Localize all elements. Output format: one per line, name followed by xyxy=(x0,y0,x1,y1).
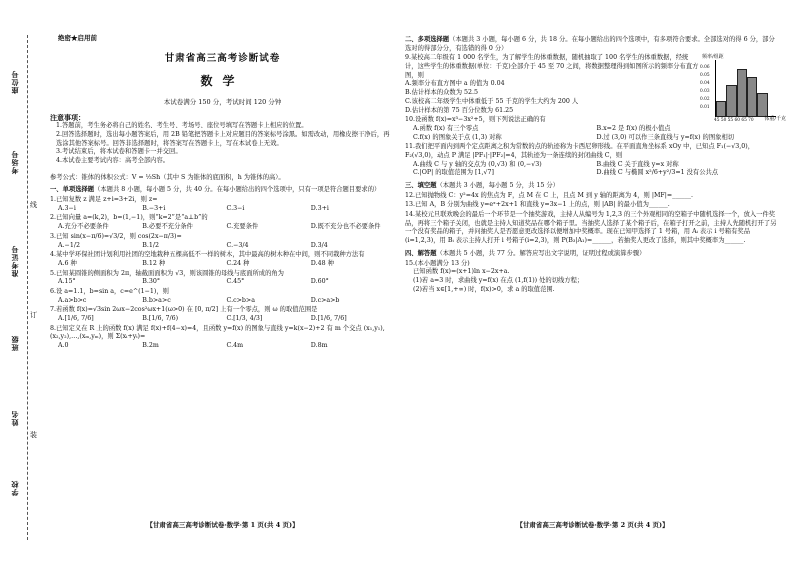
question-14: 14.某校元旦联欢晚会的最后一个环节是一个抽奖游戏，主持人从编号为 1,2,3 的三个外观相同的空箱子中随机选择一个，放入一件奖品，再将三个箱子关闭，也就是主持人知道奖品在哪个箱子里。当抽奖人选择了某个箱子后，在箱子打开之前，主持人先随机打开了另一个没有奖品的箱子，并问抽奖人是否愿意更改选择以便增加中奖概率。现在已知甲选择了 1 号箱，用 Aᵢ 表示 i 号箱有奖品(i=1,2,3)，用 Bᵢ 表示主持人打开 i 号箱子(i=2,3)，则 P(B₃|A₁)=______，若抽奖人更改了选择，则其中奖概率为______. xyxy=(405,211,777,245)
option-b: B.30° xyxy=(142,278,161,286)
option-d: D.过 (3,0) 可以作三条直线与 y=f(x) 的图象相切 xyxy=(596,133,735,141)
exam-page-2 xyxy=(405,30,786,530)
option-d: D.[1/6, 7/6] xyxy=(310,315,347,323)
option-a: A.0 xyxy=(58,342,69,350)
option-a: A.−1/2 xyxy=(58,241,80,249)
binding-mark-line: 线 xyxy=(30,201,37,209)
binding-strip xyxy=(0,0,40,562)
histogram-xlabel: 体重/千克 xyxy=(764,116,786,123)
option-b: B.[1/6, 7/6) xyxy=(142,315,179,323)
notice-item: 2.回答选择题时，选出每小题答案后，用 2B 铅笔把答题卡上对应题目的答案标号涂黑。如需改动，用橡皮擦干净后，再选涂其他答案标号。回答非选择题时，将答案写在答题卡上，写在本试卷上无效。 xyxy=(56,130,390,147)
section-title: 二、多项选择题 xyxy=(405,36,450,43)
option-c: C.3−i xyxy=(226,204,245,212)
question-options xyxy=(50,342,395,351)
question-2 xyxy=(50,214,395,231)
option-d: D.c>a>b xyxy=(310,296,340,304)
question-options xyxy=(50,223,395,232)
question-stem: 10.设函数 f(x)=x³−3x²+5，则下列说法正确的有 xyxy=(405,116,546,124)
exam-info: 本试卷满分 150 分，考试时间 120 分钟 xyxy=(163,97,282,106)
option-b: B.曲线 C 关于直线 y=x 对称 xyxy=(596,160,679,168)
binding-label-room: 考场号 xyxy=(10,150,19,174)
question-part: (2)若当 x∈[1,+∞) 时，f(x)>0，求 a 的取值范围. xyxy=(413,285,555,293)
option-c: C.该校高二年级学生中体重低于 55 千克的学生大约为 200 人 xyxy=(405,97,579,105)
question-stem: 已知函数 f(x)=(x+1)ln x−2x+a. xyxy=(413,268,510,276)
question-options xyxy=(405,125,780,142)
option-c: C.c>b>a xyxy=(226,296,255,304)
question-head: 15.(本小题满分 13 分) xyxy=(405,259,470,267)
histogram-ytick: 0.03 xyxy=(700,89,710,95)
notice-item: 4.本试卷主要考试内容：高考全部内容。 xyxy=(56,157,170,165)
section-free-response xyxy=(405,250,780,259)
option-d: D.既不充分也不必要条件 xyxy=(310,223,381,231)
exam-title: 甘肃省高三高考诊断试卷 xyxy=(164,53,281,64)
option-b: B.12 种 xyxy=(142,259,166,267)
section-desc: （本题共 5 小题，共 77 分。解答应写出文字说明，证明过程或演算步骤） xyxy=(436,249,646,257)
binding-label-school: 学校 xyxy=(10,480,19,496)
option-d: D.3+i xyxy=(310,204,329,212)
question-stem: 4.某中学环保社团计划利用社团的空地栽种五棵高低不一样的树木，其中最高的树木种在中间，则不同栽种方法有 xyxy=(50,251,365,259)
option-c: C.45° xyxy=(226,278,245,286)
confidential-label: 绝密★启用前 xyxy=(58,34,97,42)
notice-title: 注意事项： xyxy=(50,112,85,122)
option-c: C.−3/4 xyxy=(226,241,249,249)
option-a: A.a>b>c xyxy=(58,296,87,304)
section-desc: （本题共 8 小题，每小题 5 分，共 40 分。在每小题给出的四个选项中，只有一项是符合题目要求的） xyxy=(94,186,381,194)
option-d: D.3/4 xyxy=(310,241,328,249)
option-a: A.3−i xyxy=(58,204,76,212)
option-a: A.曲线 C 与 y 轴的交点为 (0,√3) 和 (0,−√3) xyxy=(413,160,542,168)
binding-mark-order: 订 xyxy=(30,311,37,319)
section-desc: （本题共 3 小题，每小题 5 分，共 15 分） xyxy=(436,182,559,189)
question-3 xyxy=(50,233,395,250)
question-options xyxy=(405,161,780,178)
question-options xyxy=(50,242,395,251)
histogram-bar-60-65 xyxy=(747,77,757,117)
option-b: B.x=2 是 f(x) 的极小值点 xyxy=(596,124,671,132)
weight-histogram xyxy=(700,54,786,126)
option-b: B.1/2 xyxy=(142,241,160,249)
page-footer: 【甘肃省高三高考诊断试卷·数学·第 1 页(共 4 页)】 xyxy=(146,521,299,530)
histogram-bar-45-50 xyxy=(716,101,726,117)
page-footer: 【甘肃省高三高考诊断试卷·数学·第 2 页(共 4 页)】 xyxy=(516,521,669,530)
question-7 xyxy=(50,306,395,323)
question-1 xyxy=(50,196,395,213)
question-stem: 6.设 a=1.1，b=sin a，c=e^(1−1)，则 xyxy=(50,287,169,295)
histogram-ytick: 0.01 xyxy=(700,105,710,111)
question-8 xyxy=(50,325,395,351)
option-d: D.48 种 xyxy=(310,259,334,267)
option-b: B.−3+i xyxy=(142,204,166,212)
question-11 xyxy=(405,143,780,178)
question-stem: 3.已知 sin(x−π/6)=√3/2，则 cos(2x−π/3)= xyxy=(50,232,182,240)
option-a: A.[1/6, 7/6] xyxy=(58,315,94,323)
question-stem: 8.已知定义在 R 上的函数 f(x) 满足 f(x)+f(4−x)=4，且函数 y=f(x) 的图象与直线 y=k(x−2)+2 有 m 个交点 (x₁,y₁),(x₂,y₂),…,(xₘ,yₘ)，则 Σ(xᵢ+yᵢ)= xyxy=(50,324,385,341)
option-b: B.b>a>c xyxy=(142,296,171,304)
section-title: 一、单项选择题 xyxy=(50,186,95,194)
section-desc: （本题共 3 小题，每小题 6 分，共 18 分。在每小题给出的四个选项中，有多项符合要求。全部选对的得 6 分，部分选对的得部分分，有选错的得 0 分） xyxy=(405,36,775,52)
option-d: D.估计样本的第 75 百分位数为 61.25 xyxy=(405,106,514,114)
option-a: A.充分不必要条件 xyxy=(58,223,109,231)
option-d: D.8m xyxy=(310,342,328,350)
question-stem: 2.已知向量 a=(k,2)，b=(1,−1)，则“k=2”是“a⊥b”的 xyxy=(50,214,208,222)
question-options xyxy=(50,278,395,287)
section-fill-blank xyxy=(405,182,780,191)
question-13: 13.已知 A，B 分别为曲线 y=eˣ+2x+1 和直线 y=3x−1 上的点，则 |AB| 的最小值为______. xyxy=(405,201,670,209)
binding-dashed-line xyxy=(27,35,28,540)
option-d: D.曲线 C 与椭圆 x²/6+y²/3=1 没有公共点 xyxy=(596,169,719,177)
option-a: A.15° xyxy=(58,278,76,286)
question-options xyxy=(50,205,395,214)
notice-item: 1.答题前，考生务必将自己的姓名、考生号、考场号、座位号填写在答题卡上相应的位置。 xyxy=(56,122,308,130)
question-options xyxy=(50,297,395,306)
option-c: C.|OP| 的取值范围为 [1,√7] xyxy=(413,169,494,177)
question-stem: 9.某校高二年级有 1 000 名学生，为了解学生的体重数据，随机抽取了 100 名学生的体重数据，经统计，这些学生的体重数据(单位：千克)全部介于 45 至 70 之间，将数据整理得到如图所示的频率分布直方图，则 xyxy=(405,54,699,79)
question-12: 12.已知抛物线 C：y²=4x 的焦点为 F，点 M 在 C 上，且点 M 到 y 轴的距离为 4，则 |MF|=______. xyxy=(405,191,694,199)
question-15 xyxy=(405,260,780,295)
question-5 xyxy=(50,270,395,287)
binding-label-name: 姓名 xyxy=(10,410,19,426)
section-multi-choice xyxy=(405,36,780,53)
histogram-ytick: 0.02 xyxy=(700,97,710,103)
option-c: C.[1/3, 4/3] xyxy=(226,315,263,323)
reference-formula: 参考公式：锥体的体积公式：V = ⅓Sh（其中 S 为锥体的底面积，h 为锥体的高）。 xyxy=(50,173,285,181)
question-options xyxy=(50,315,395,324)
question-4 xyxy=(50,251,395,268)
binding-mark-pack: 装 xyxy=(30,431,37,439)
binding-label-seat: 座位号 xyxy=(10,70,19,94)
histogram-ylabel: 频率/组距 xyxy=(702,54,724,60)
section-single-choice xyxy=(50,186,395,195)
option-b: B.2m xyxy=(142,342,159,350)
question-options xyxy=(50,260,395,269)
option-b: B.估计样本的众数为 52.5 xyxy=(405,89,479,97)
section-title: 三、填空题 xyxy=(405,182,437,189)
option-c: C.4m xyxy=(226,342,244,350)
question-stem: 1.已知复数 z 满足 z+i=3+2i，则 z= xyxy=(50,196,158,204)
option-c: C.24 种 xyxy=(226,259,250,267)
question-stem: 11.我们把平面内到两个定点距离之积为常数的点的轨迹称为卡西尼卵形线。在平面直角坐标系 xOy 中，已知点 F₁(−√3,0)，F₂(√3,0)，动点 P 满足 |PF₁|·|PF₂|=4，其轨迹为一条连续的封闭曲线 C，则 xyxy=(405,143,755,159)
option-a: A.6 种 xyxy=(58,259,77,267)
binding-label-class: 班级 xyxy=(10,335,19,351)
binding-label-ticket: 准考证号 xyxy=(10,245,19,277)
exam-subject: 数学 xyxy=(200,74,245,89)
option-c: C.f(x) 的图象关于点 (1,3) 对称 xyxy=(413,133,502,141)
histogram-xticks: 45 50 55 60 65 70 xyxy=(714,118,754,124)
option-c: C.充要条件 xyxy=(226,223,259,231)
histogram-bar-50-55 xyxy=(726,85,736,117)
question-part: (1)若 a=3 时，求曲线 y=f(x) 在点 (1,f(1)) 处的切线方程； xyxy=(413,276,584,284)
exam-page-1 xyxy=(50,30,395,530)
histogram-ytick: 0.04 xyxy=(700,81,710,87)
histogram-ytick: 0.06 xyxy=(700,65,710,71)
histogram-bar-65-70 xyxy=(757,93,767,117)
notice-item: 3.考试结束后，将本试卷和答题卡一并交回。 xyxy=(56,148,182,156)
section-title: 四、解答题 xyxy=(405,249,437,257)
option-a: A.频率分布直方图中 a 的值为 0.04 xyxy=(405,80,505,88)
histogram-ytick: 0.05 xyxy=(700,73,710,79)
question-stem: 7.若函数 f(x)=√3sin 2ωx−2cos²ωx+1(ω>0) 在 [0, π/2] 上有一个零点，则 ω 的取值范围是 xyxy=(50,306,318,314)
option-b: B.必要不充分条件 xyxy=(142,223,193,231)
histogram-bar-55-60 xyxy=(737,69,747,117)
question-6 xyxy=(50,288,395,305)
option-a: A.函数 f(x) 有三个零点 xyxy=(413,124,479,132)
option-d: D.60° xyxy=(310,278,329,286)
question-stem: 5.已知某圆锥的侧面积为 2π，轴截面面积为 √3，则该圆锥的母线与底面所成的角为 xyxy=(50,269,284,277)
